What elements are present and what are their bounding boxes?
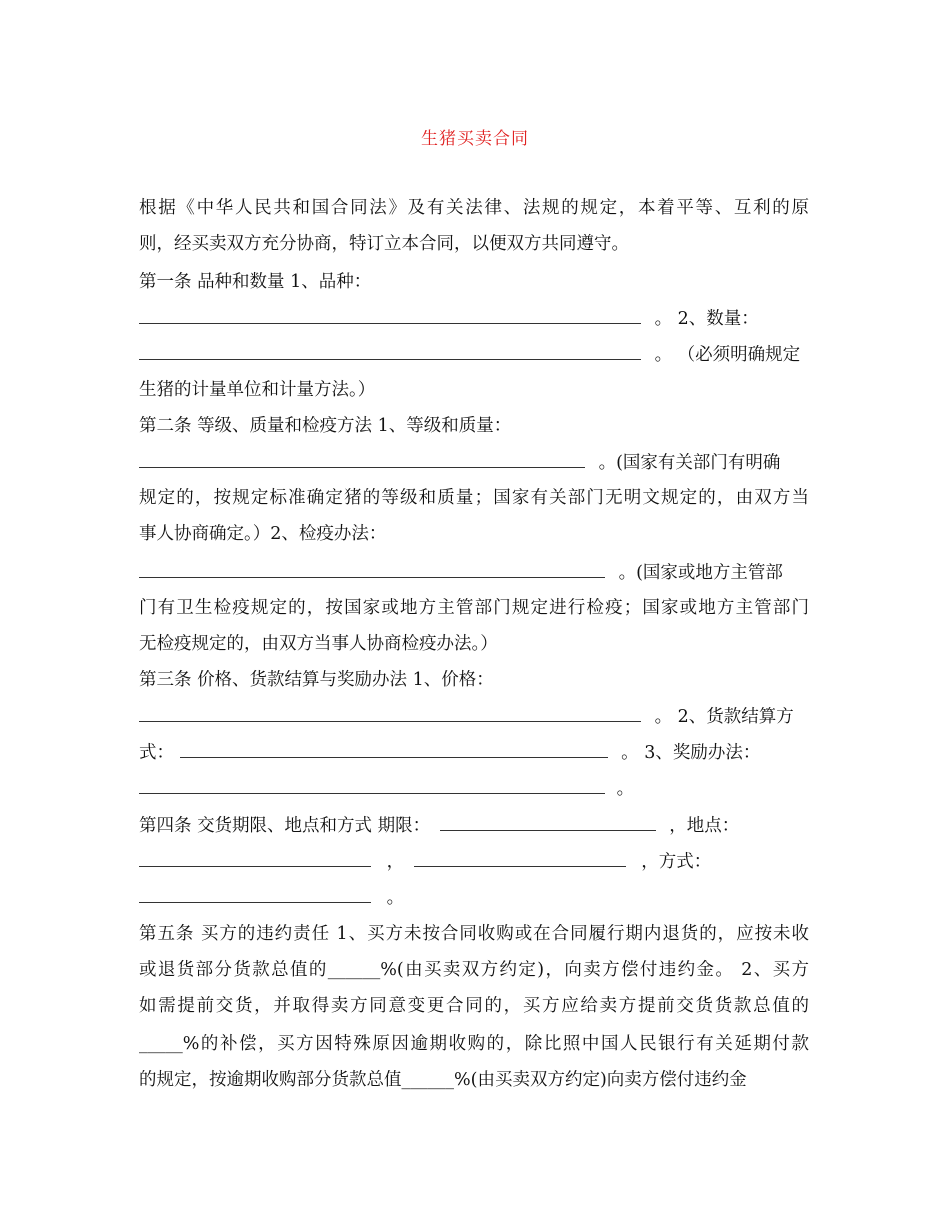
paragraph-line: 事人协商确定。）2、检疫办法： [139,524,387,544]
paragraph-line: 则，经买卖双方充分协商，特订立本合同，以便双方共同遵守。 [139,234,629,254]
paragraph-line: 生猪的计量单位和计量方法。） [139,380,376,400]
fill-in-blank[interactable] [414,849,626,867]
paragraph-line: 或退货部分货款总值的______%(由买卖双方约定)，向卖方偿付违约金。 2、买方 [139,960,809,980]
paragraph-text: ，地点： [669,816,740,836]
paragraph-text: 。 2、数量： [654,309,759,329]
paragraph-line: 根据《中华人民共和国合同法》及有关法律、法规的规定，本着平等、互利的原 [139,198,809,218]
paragraph-text: 。 2、货款结算方 [654,707,794,727]
paragraph-text: ， [386,852,405,872]
fill-in-blank[interactable] [139,704,641,722]
fill-in-blank[interactable] [139,450,585,468]
article-1-heading: 第一条 品种和数量 1、品种： [139,272,372,292]
paragraph-text: 式： [139,743,174,763]
paragraph-text: 。(国家或地方主管部 [618,563,783,583]
paragraph-line: _____%的补偿，买方因特殊原因逾期收购的，除比照中国人民银行有关延期付款 [139,1034,809,1054]
paragraph-text: ，方式： [641,852,712,872]
fill-in-blank[interactable] [139,560,605,578]
paragraph-line: 如需提前交货，并取得卖方同意变更合同的，买方应给卖方提前交货货款总值的 [139,996,809,1016]
fill-in-blank[interactable] [139,776,605,794]
paragraph-text: 。 [616,779,635,799]
paragraph-line: 无检疫规定的，由双方当事人协商检疫办法。） [139,634,498,654]
paragraph-text: 。 3、奖励办法： [621,743,761,763]
paragraph-text: 。 [386,888,405,908]
fill-in-blank[interactable] [139,306,641,324]
paragraph-line: 规定的，按规定标准确定猪的等级和质量；国家有关部门无明文规定的，由双方当 [139,488,809,508]
article-4-heading: 第四条 交货期限、地点和方式 期限： [139,816,431,836]
paragraph-text: 。(国家有关部门有明确 [598,453,781,473]
paragraph-line: 的规定，按逾期收购部分货款总值______%(由买卖双方约定)向卖方偿付违约金 [139,1070,747,1090]
paragraph-text: 。 （必须明确规定 [654,345,801,365]
article-3-heading: 第三条 价格、货款结算与奖励办法 1、价格： [139,670,494,690]
fill-in-blank[interactable] [180,740,608,758]
fill-in-blank[interactable] [440,813,656,831]
fill-in-blank[interactable] [139,885,371,903]
paragraph-line: 门有卫生检疫规定的，按国家或地方主管部门规定进行检疫；国家或地方主管部门 [139,598,809,618]
article-5-heading: 第五条 买方的违约责任 1、买方未按合同收购或在合同履行期内退货的，应按未收 [139,924,809,944]
article-2-heading: 第二条 等级、质量和检疫方法 1、等级和质量： [139,416,512,436]
fill-in-blank[interactable] [139,342,641,360]
document-title: 生猪买卖合同 [421,129,529,149]
fill-in-blank[interactable] [139,849,371,867]
